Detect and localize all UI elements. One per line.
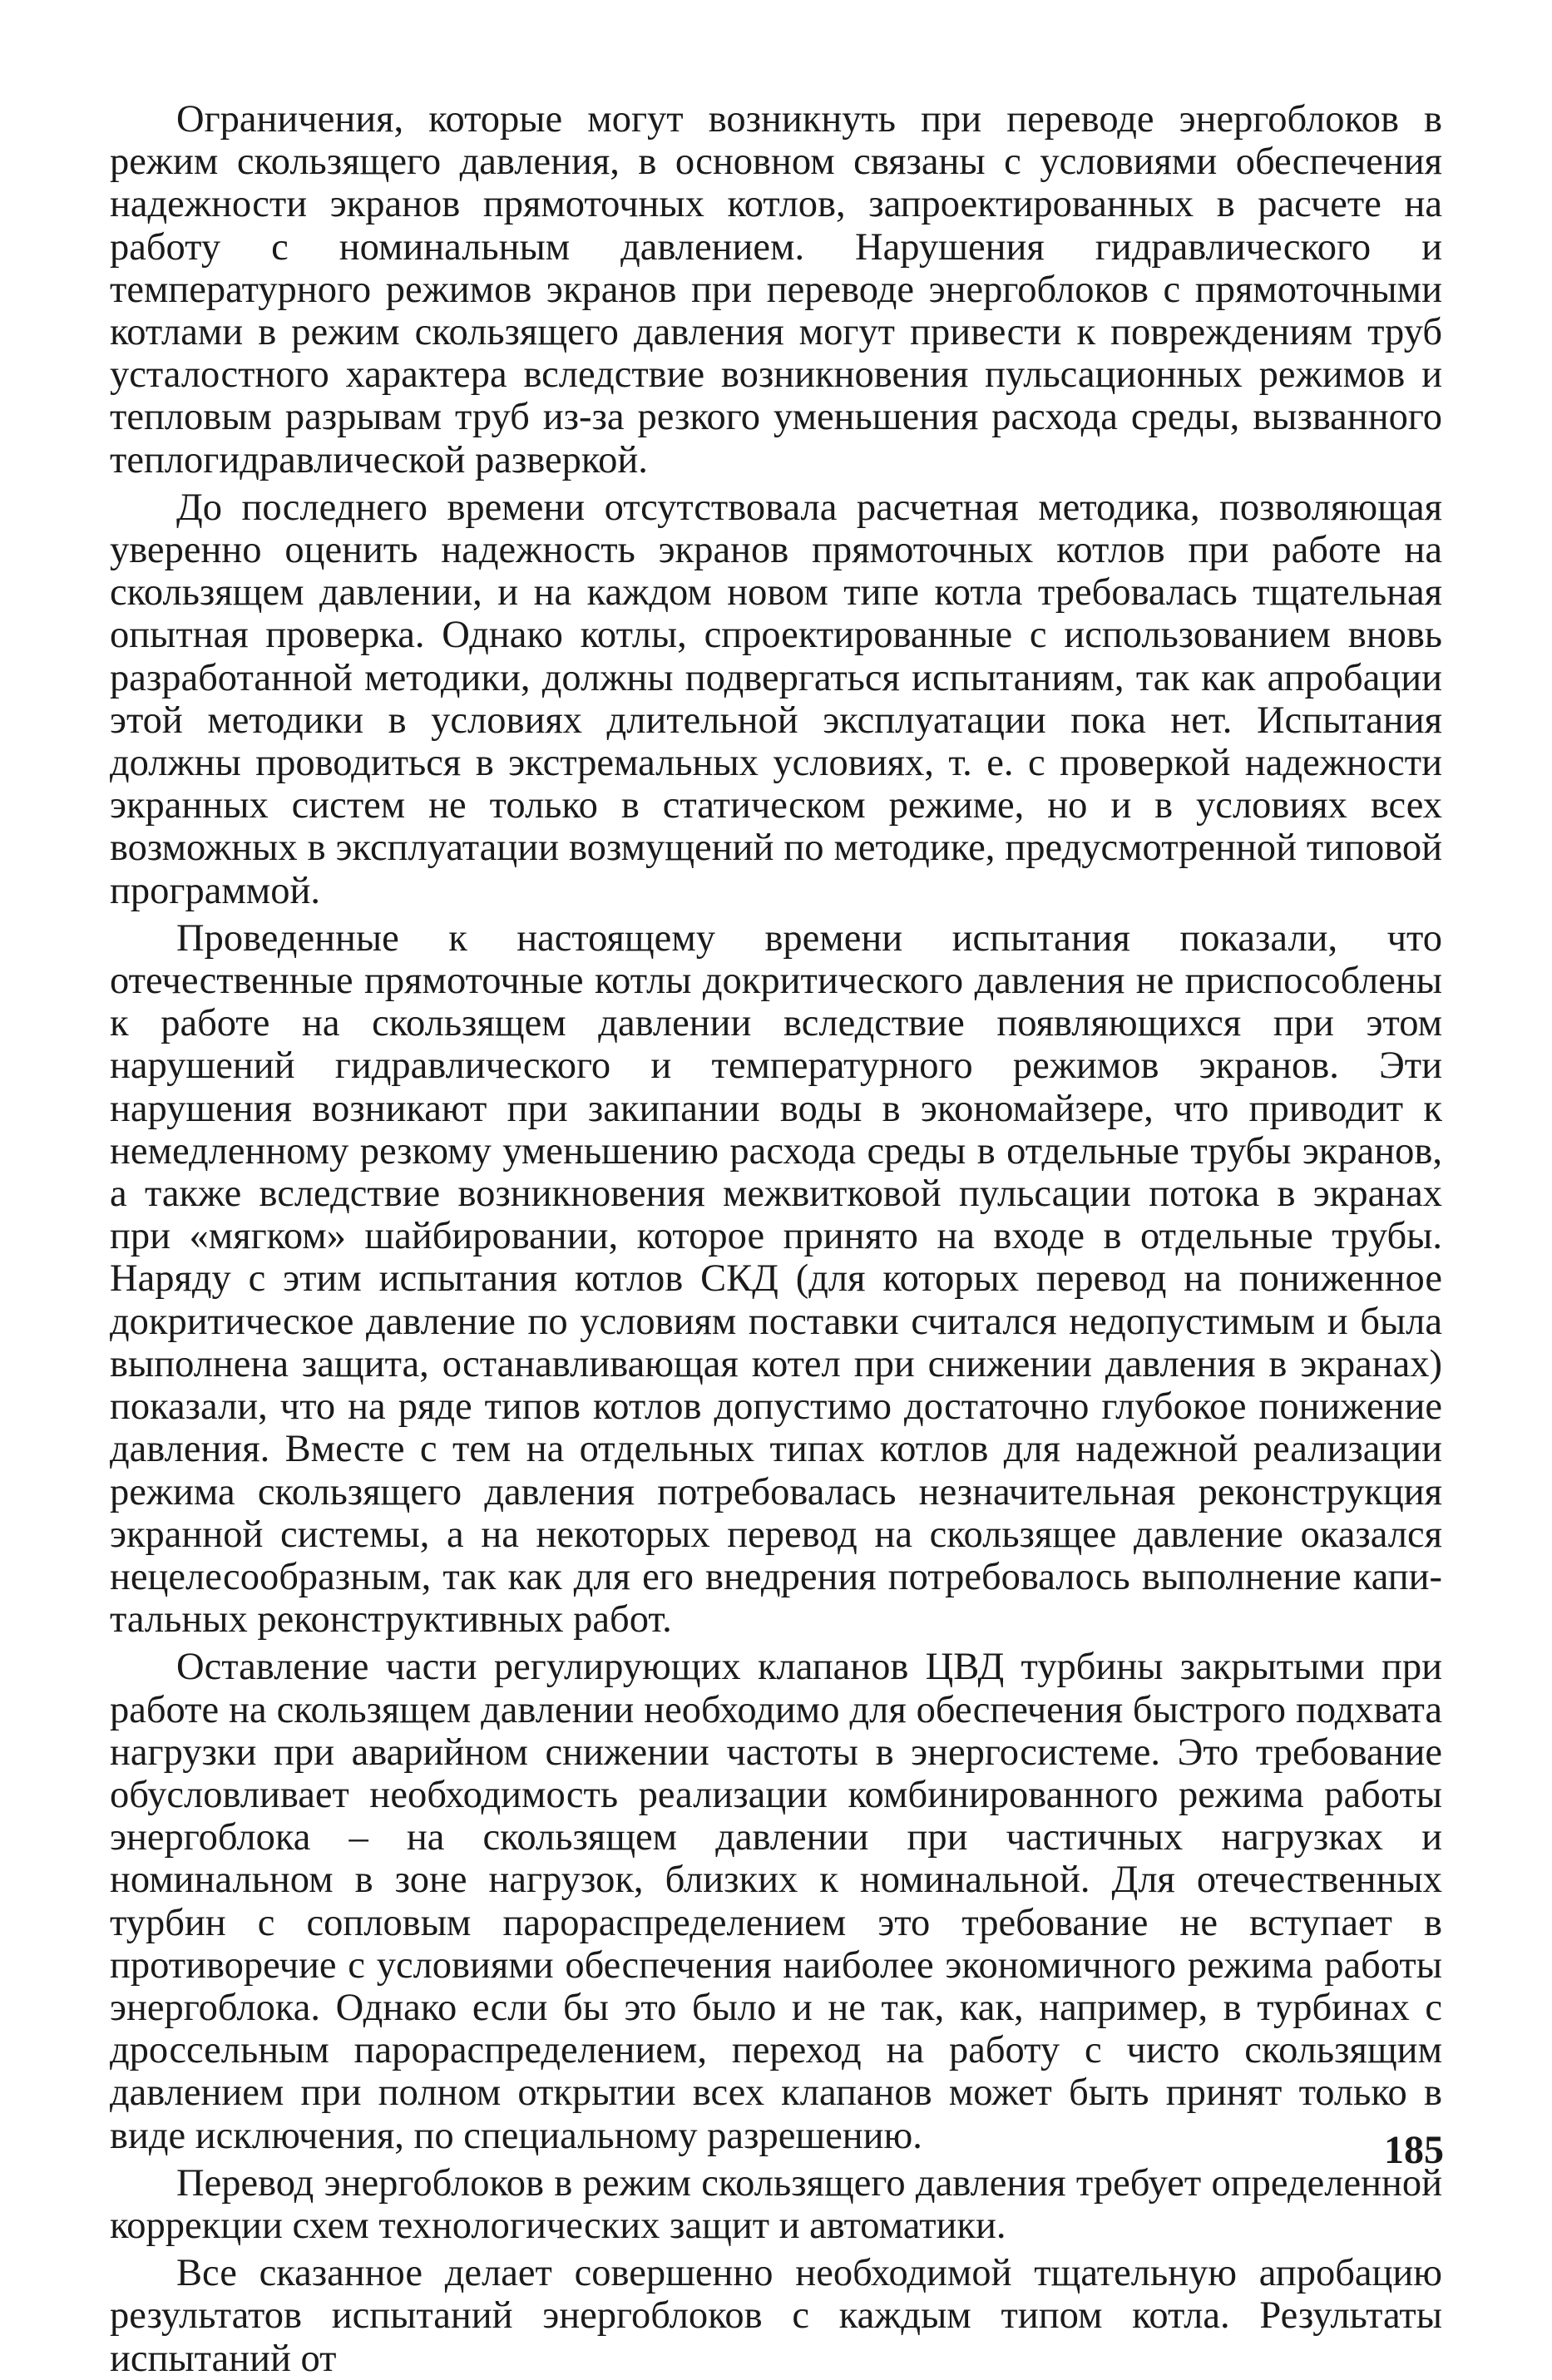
paragraph-6: Все сказанное делает совершенно необходимой тщательную апробацию результатов испытаний энергоблоков с каждым типом котла. Результаты испытаний от (110, 2252, 1442, 2380)
paragraph-4: Оставление части регулирующих клапанов ЦВД турбины закрытыми при работе на скользящем давлении необходимо для обеспечения быстрого подхвата нагрузки при аварийном снижении частоты в энергосистеме. Это требование обусловливает необходимость реализации комбинированного режима работы энергоблока – на скользящем давлении при частичных нагрузках и номинальном в зоне нагрузок, близких к номинальной. Для отечественных турбин с сопловым парораспределением это требование не вступает в противоречие с условиями обеспечения наиболее экономичного режима работы энергоблока. Однако если бы это было и не так, как, например, в турбинах с дроссельным парораспределением, переход на работу с чисто скользящим давлением при полном открытии всех клапанов может быть принят только в виде исключения, по специальному разрешению. (110, 1646, 1442, 2157)
paragraph-3: Проведенные к настоящему времени испытания показали, что отечественные прямоточные котлы докритического давления не приспособлены к работе на скользящем давлении вследствие появляющихся при этом нарушений гидравлического и температурного режимов экранов. Эти нарушения возникают при закипании воды в экономайзере, что приводит к немедленному резкому уменьшению расхода среды в отдельные трубы экранов, а также вследствие возникновения межвитковой пульсации потока в экранах при «мягком» шайбировании, которое принято на входе в отдельные трубы. Наряду с этим испытания котлов СКД (для которых перевод на пониженное докритическое давление по условиям поставки считался недопустимым и была выполнена защита, останавливающая котел при снижении давления в экранах) показали, что на ряде типов котлов допустимо достаточно глубокое понижение давления. Вместе с тем на отдельных типах котлов для надежной реализации режима скользящего давления потребовалась незначительная реконструкция экранной системы, а на некоторых перевод на скользящее давление оказался нецелесообразным, так как для его внедрения потребовалось выполнение капитальных реконструктивных работ. (110, 916, 1442, 1642)
page-number: 185 (1384, 2128, 1444, 2172)
paragraph-5: Перевод энергоблоков в режим скользящего давления требует определенной коррекции схем технологических защит и автоматики. (110, 2161, 1442, 2247)
body-text (110, 98, 1442, 2380)
paragraph-1: Ограничения, которые могут возникнуть при переводе энергоблоков в режим скользящего давления, в основном связаны с условиями обеспечения надежности экранов прямоточных котлов, запроектированных в расчете на работу с номинальным давлением. Нарушения гидравлического и температурного режимов экранов при переводе энергоблоков с прямоточными котлами в режим скользящего давления могут привести к повреждениям труб усталостного характера вследствие возникновения пульсационных режимов и тепловым разрывам труб из-за резкого уменьшения расхода среды, вызванного теплогидравлической разверкой. (110, 98, 1442, 481)
paragraph-2: До последнего времени отсутствовала расчетная методика, позволяющая уверенно оценить надежность экранов прямоточных котлов при работе на скользящем давлении, и на каждом новом типе котла требовалась тщательная опытная проверка. Однако котлы, спроектированные с использованием вновь разработанной методики, должны подвергаться испытаниям, так как апробации этой методики в условиях длительной эксплуатации пока нет. Испытания должны проводиться в экстремальных условиях, т. е. с проверкой надежности экранных систем не только в статическом режиме, но и в условиях всех возможных в эксплуатации возмущений по методике, предусмотренной типовой программой. (110, 486, 1442, 912)
